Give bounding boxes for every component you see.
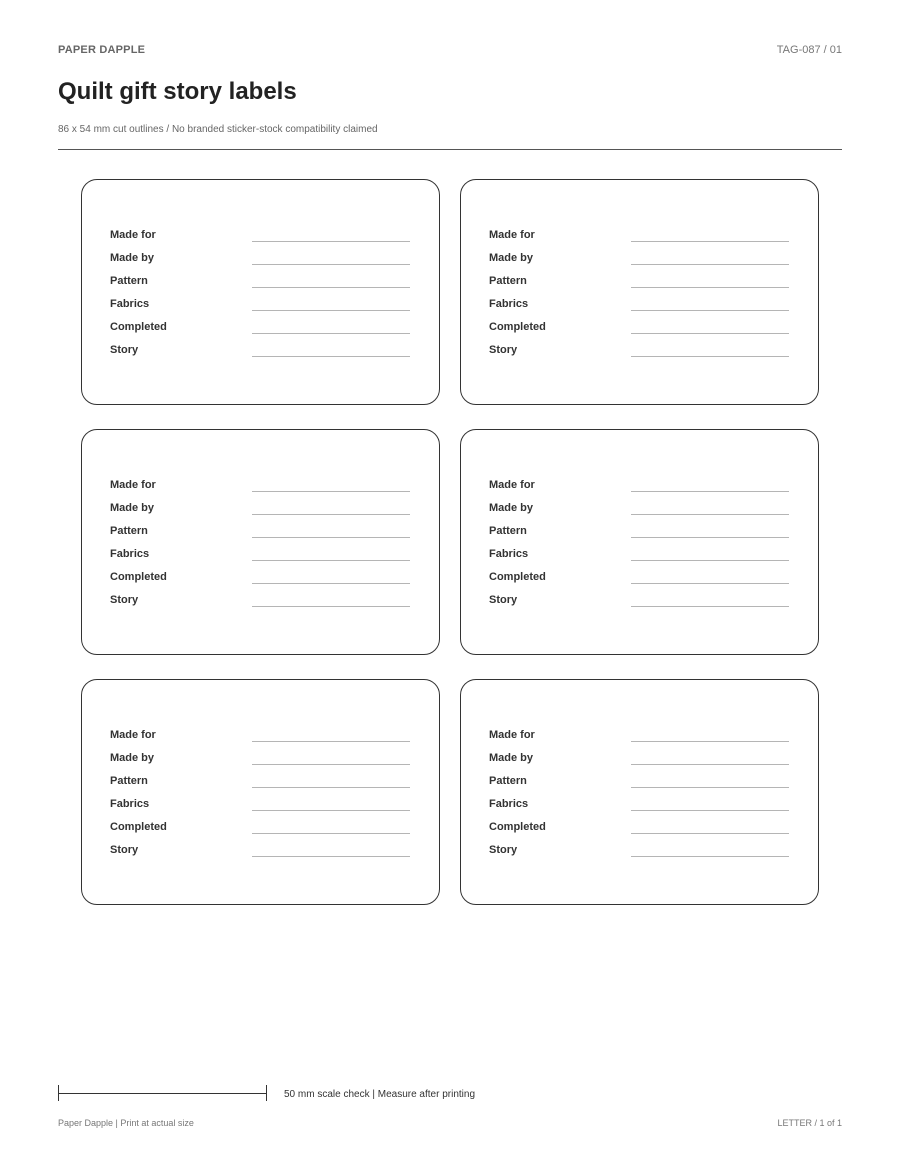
write-line (252, 833, 410, 834)
field-row (489, 334, 790, 357)
field-row (489, 742, 790, 765)
field-row (110, 515, 411, 538)
label-card (81, 679, 440, 905)
write-line (631, 833, 789, 834)
field-row (489, 469, 790, 492)
write-line (631, 264, 789, 265)
scale-line (58, 1093, 267, 1094)
field-row (489, 242, 790, 265)
field-label: Pattern (110, 525, 148, 537)
field-row (489, 538, 790, 561)
field-row (110, 742, 411, 765)
field-row (110, 242, 411, 265)
field-label: Made for (110, 479, 156, 491)
write-line (631, 491, 789, 492)
write-line (631, 356, 789, 357)
write-line (252, 537, 410, 538)
write-line (631, 537, 789, 538)
field-row (110, 765, 411, 788)
field-label: Made by (110, 502, 155, 514)
field-row (110, 492, 411, 515)
write-line (631, 241, 789, 242)
footer-right: LETTER / 1 of 1 (777, 1118, 842, 1128)
field-label: Fabrics (110, 798, 150, 810)
field-label: Completed (489, 321, 546, 333)
field-row (489, 492, 790, 515)
write-line (252, 787, 410, 788)
page-subtitle: 86 x 54 mm cut outlines / No branded sticker-stock compatibility claimed (58, 124, 378, 135)
write-line (252, 606, 410, 607)
field-label: Made by (110, 752, 155, 764)
label-card (460, 179, 819, 405)
field-label: Pattern (489, 525, 527, 537)
field-label: Made for (489, 729, 535, 741)
field-label: Story (489, 844, 518, 856)
field-row (489, 811, 790, 834)
field-label: Completed (489, 821, 546, 833)
write-line (252, 810, 410, 811)
field-label: Pattern (110, 775, 148, 787)
write-line (631, 310, 789, 311)
field-label: Story (489, 344, 518, 356)
label-card (460, 429, 819, 655)
field-row (489, 515, 790, 538)
write-line (631, 287, 789, 288)
field-label: Completed (110, 571, 167, 583)
footer-left: Paper Dapple | Print at actual size (58, 1118, 194, 1128)
field-row (110, 788, 411, 811)
field-label: Pattern (110, 275, 148, 287)
field-row (489, 561, 790, 584)
write-line (252, 356, 410, 357)
scale-check-text: 50 mm scale check | Measure after printing (284, 1089, 476, 1100)
write-line (631, 856, 789, 857)
field-label: Fabrics (489, 798, 529, 810)
field-row (110, 811, 411, 834)
field-row (110, 584, 411, 607)
write-line (252, 514, 410, 515)
field-label: Made for (489, 229, 535, 241)
header-rule (58, 149, 842, 150)
label-grid (81, 179, 819, 905)
field-label: Made by (489, 252, 534, 264)
scale-bar (58, 1085, 267, 1101)
field-label: Made by (110, 252, 155, 264)
field-label: Made for (110, 729, 156, 741)
write-line (252, 241, 410, 242)
field-label: Completed (110, 821, 167, 833)
field-row (110, 219, 411, 242)
label-card (460, 679, 819, 905)
field-row (110, 311, 411, 334)
write-line (631, 810, 789, 811)
sheet-code: TAG-087 / 01 (776, 44, 842, 56)
field-row (489, 719, 790, 742)
field-label: Story (110, 594, 139, 606)
brand-name: PAPER DAPPLE (58, 44, 146, 56)
field-row (110, 265, 411, 288)
field-label: Pattern (489, 775, 527, 787)
label-card (81, 429, 440, 655)
field-row (110, 334, 411, 357)
label-card (81, 179, 440, 405)
field-label: Pattern (489, 275, 527, 287)
field-row (489, 311, 790, 334)
field-label: Made by (489, 502, 534, 514)
write-line (252, 560, 410, 561)
field-row (489, 788, 790, 811)
write-line (631, 514, 789, 515)
field-row (489, 265, 790, 288)
write-line (252, 333, 410, 334)
write-line (252, 264, 410, 265)
field-row (489, 288, 790, 311)
write-line (631, 583, 789, 584)
write-line (252, 491, 410, 492)
field-label: Fabrics (110, 298, 150, 310)
field-row (489, 834, 790, 857)
field-row (110, 538, 411, 561)
field-label: Made for (110, 229, 156, 241)
write-line (252, 856, 410, 857)
field-label: Fabrics (489, 298, 529, 310)
field-row (110, 834, 411, 857)
scale-tick-right (266, 1085, 267, 1101)
write-line (631, 787, 789, 788)
field-label: Completed (110, 321, 167, 333)
field-label: Fabrics (489, 548, 529, 560)
write-line (631, 741, 789, 742)
write-line (252, 741, 410, 742)
field-row (110, 719, 411, 742)
write-line (631, 606, 789, 607)
field-label: Story (110, 844, 139, 856)
field-row (110, 561, 411, 584)
write-line (252, 310, 410, 311)
field-row (489, 765, 790, 788)
field-label: Story (489, 594, 518, 606)
field-label: Made by (489, 752, 534, 764)
field-label: Made for (489, 479, 535, 491)
write-line (252, 583, 410, 584)
field-label: Story (110, 344, 139, 356)
field-row (489, 219, 790, 242)
field-row (110, 288, 411, 311)
write-line (631, 560, 789, 561)
write-line (631, 333, 789, 334)
field-label: Completed (489, 571, 546, 583)
write-line (631, 764, 789, 765)
field-row (489, 584, 790, 607)
field-label: Fabrics (110, 548, 150, 560)
page-title: Quilt gift story labels (58, 78, 297, 105)
write-line (252, 287, 410, 288)
field-row (110, 469, 411, 492)
write-line (252, 764, 410, 765)
